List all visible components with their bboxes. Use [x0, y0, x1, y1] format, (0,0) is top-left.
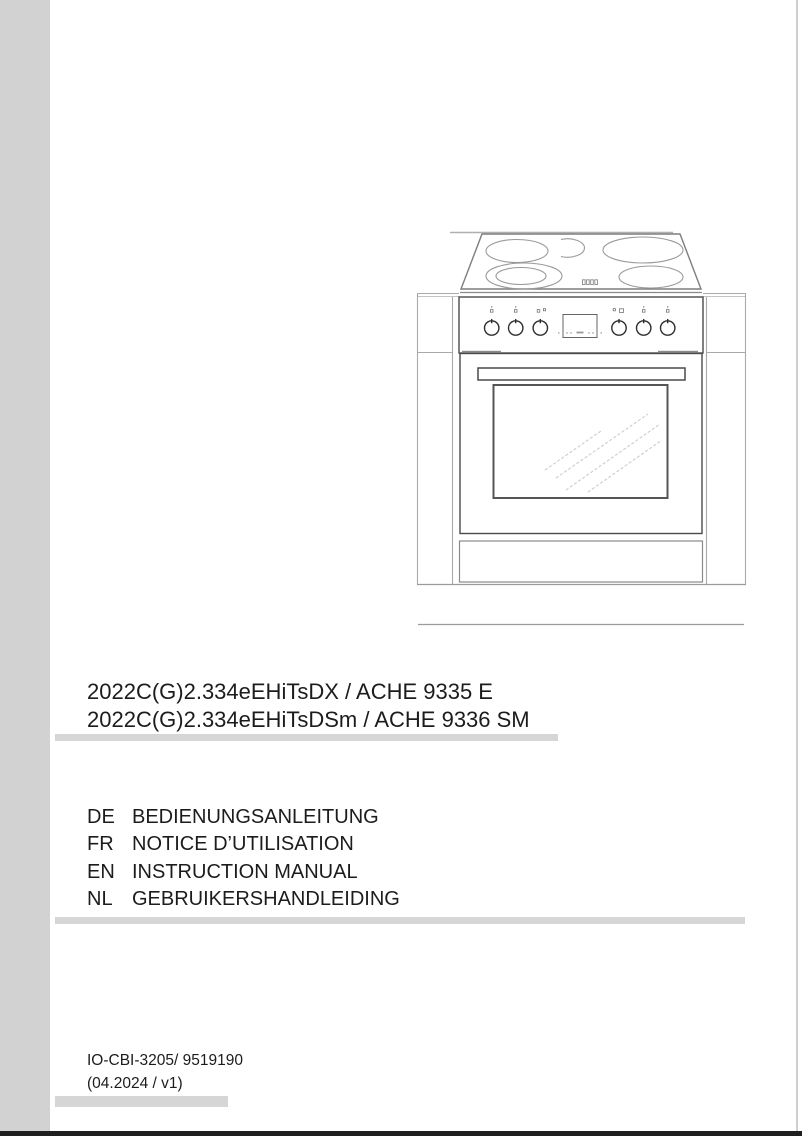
language-code: FR: [87, 833, 114, 856]
language-row-de: [87, 804, 400, 831]
language-row-nl: [87, 886, 400, 913]
door-handle: [478, 368, 685, 380]
language-title: NOTICE D’UTILISATION: [132, 833, 354, 856]
language-list: [87, 804, 400, 914]
document-code: IO-CBI-3205/ 9519190: [87, 1052, 243, 1069]
ceramic-hob: [460, 234, 702, 293]
control-panel: [459, 297, 703, 353]
language-code: DE: [87, 806, 115, 828]
floor-lines: [417, 585, 746, 625]
language-title: GEBRUIKERSHANDLEIDING: [132, 888, 400, 911]
left-margin-band: [0, 0, 50, 1131]
language-title: INSTRUCTION MANUAL: [132, 860, 358, 883]
language-row-en: [87, 859, 400, 886]
language-code: EN: [87, 860, 115, 883]
divider-bar-footer: [55, 1096, 228, 1107]
language-code: NL: [87, 888, 113, 911]
storage-drawer: [460, 541, 703, 582]
language-row-fr: [87, 831, 400, 858]
timer-display: [558, 315, 602, 338]
bottom-rule: [0, 1131, 802, 1136]
document-revision: (04.2024 / v1): [87, 1075, 183, 1092]
language-title: BEDIENUNGSANLEITUNG: [132, 806, 379, 828]
cooker-illustration: [405, 222, 755, 632]
document-code-block: [87, 1049, 243, 1095]
right-edge-line: [796, 0, 798, 1131]
oven-door: [460, 351, 702, 534]
model-line-1: 2022C(G)2.334eEHiTsDX / ACHE 9335 E: [87, 679, 493, 704]
divider-bar-languages: [55, 917, 745, 924]
model-designations: [87, 678, 530, 733]
divider-bar-models: [55, 734, 558, 741]
door-glass: [494, 385, 668, 498]
model-line-2: 2022C(G)2.334eEHiTsDSm / ACHE 9336 SM: [87, 706, 530, 732]
